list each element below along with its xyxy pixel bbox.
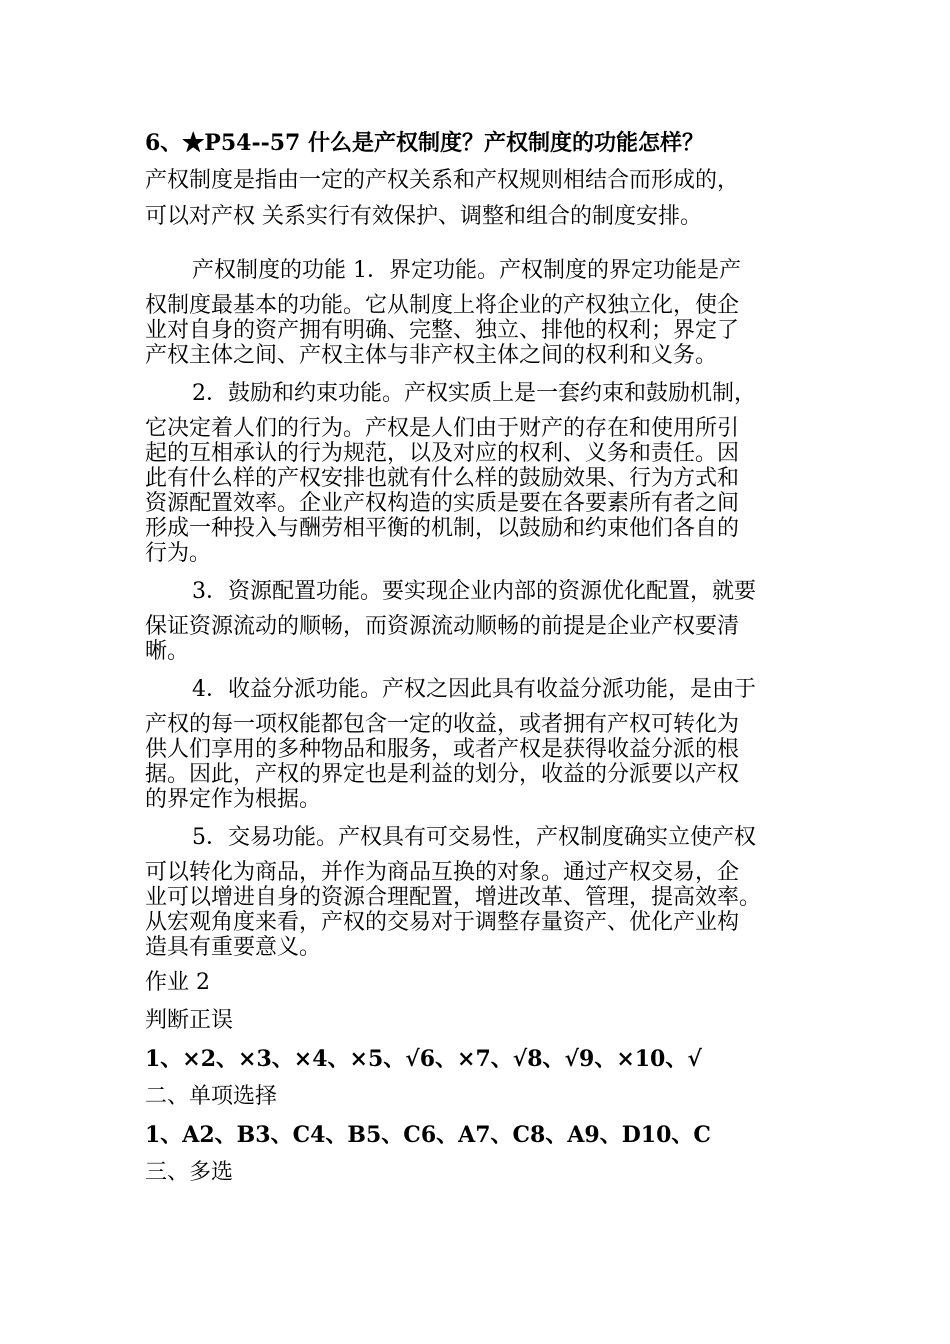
paragraph-line: 可以转化为商品，并作为商品互换的对象。通过产权交易，企: [145, 860, 740, 885]
paragraph-line: 据。因此，产权的界定也是利益的划分，收益的分派要以产权: [145, 762, 740, 787]
paragraph-line: 形成一种投入与酬劳相平衡的机制，以鼓励和约束他们各自的: [145, 516, 740, 541]
paragraph-line: 的界定作为根据。: [145, 787, 322, 812]
paragraph-line: 业可以增进自身的资源合理配置，增进改革、管理，提高效率。: [145, 885, 762, 910]
question-title: 6、★P54--57 什么是产权制度？产权制度的功能怎样？: [145, 130, 705, 156]
paragraph-line: 此有什么样的产权安排也就有什么样的鼓励效果、行为方式和: [145, 466, 740, 491]
paragraph-line: 产权主体之间、产权主体与非产权主体之间的权利和义务。: [145, 343, 718, 368]
homework-title-text: 作业 2: [145, 970, 210, 995]
homework-title: [145, 964, 810, 1002]
paragraph-line: 资源配置效率。企业产权构造的实质是要在各要素所有者之间: [145, 491, 740, 516]
section2-label: 二、单项选择: [145, 1084, 278, 1109]
paragraph-first-line: 2．鼓励和约束功能。产权实质上是一套约束和鼓励机制，: [192, 381, 756, 406]
paragraph-first-line: 3．资源配置功能。要实现企业内部的资源优化配置，就要: [192, 579, 756, 604]
section1-answers: 1、×2、×3、×4、×5、√6、×7、√8、√9、×10、√: [145, 1046, 702, 1072]
section2-answers: 1、A2、B3、C4、B5、C6、A7、C8、A9、D10、C: [145, 1122, 711, 1148]
function-paragraph-1: [145, 253, 810, 368]
function-paragraph-3: [145, 574, 810, 664]
paragraph-line: 业对自身的资产拥有明确、完整、独立、排他的权利；界定了: [145, 318, 740, 343]
paragraph-line: 从宏观角度来看，产权的交易对于调整存量资产、优化产业构: [145, 910, 740, 935]
paragraph-line: 产权的每一项权能都包含一定的收益，或者拥有产权可转化为: [145, 712, 740, 737]
paragraph-first-line: 4．收益分派功能。产权之因此具有收益分派功能，是由于: [192, 677, 756, 702]
paragraph-line: 它决定着人们的行为。产权是人们由于财产的存在和使用所引: [145, 416, 740, 441]
paragraph-line: 保证资源流动的顺畅，而资源流动顺畅的前提是企业产权要清: [145, 614, 740, 639]
definition-line-2: 可以对产权 关系实行有效保护、调整和组合的制度安排。: [145, 204, 702, 229]
paragraph-line: 供人们享用的多种物品和服务，或者产权是获得收益分派的根: [145, 737, 740, 762]
paragraph-line: 权制度最基本的功能。它从制度上将企业的产权独立化，使企: [145, 293, 740, 318]
paragraph-line: 行为。: [145, 541, 212, 566]
section3-label: 三、多选: [145, 1160, 234, 1185]
function-paragraph-2: [145, 376, 810, 566]
paragraph-line: 晰。: [145, 639, 190, 664]
function-paragraph-5: [145, 820, 810, 960]
paragraph-first-line: 5．交易功能。产权具有可交易性，产权制度确实立使产权: [192, 825, 756, 850]
definition-line-1: 产权制度是指由一定的产权关系和产权规则相结合而形成的，: [145, 168, 740, 193]
document-page: [145, 125, 810, 1192]
paragraph-line: 造具有重要意义。: [145, 935, 322, 960]
function-paragraph-4: [145, 672, 810, 812]
section1-label: 判断正误: [145, 1008, 234, 1033]
paragraph-first-line: 产权制度的功能 1．界定功能。产权制度的界定功能是产: [192, 258, 741, 283]
paragraph-line: 起的互相承认的行为规范，以及对应的权利、义务和责任。因: [145, 441, 740, 466]
